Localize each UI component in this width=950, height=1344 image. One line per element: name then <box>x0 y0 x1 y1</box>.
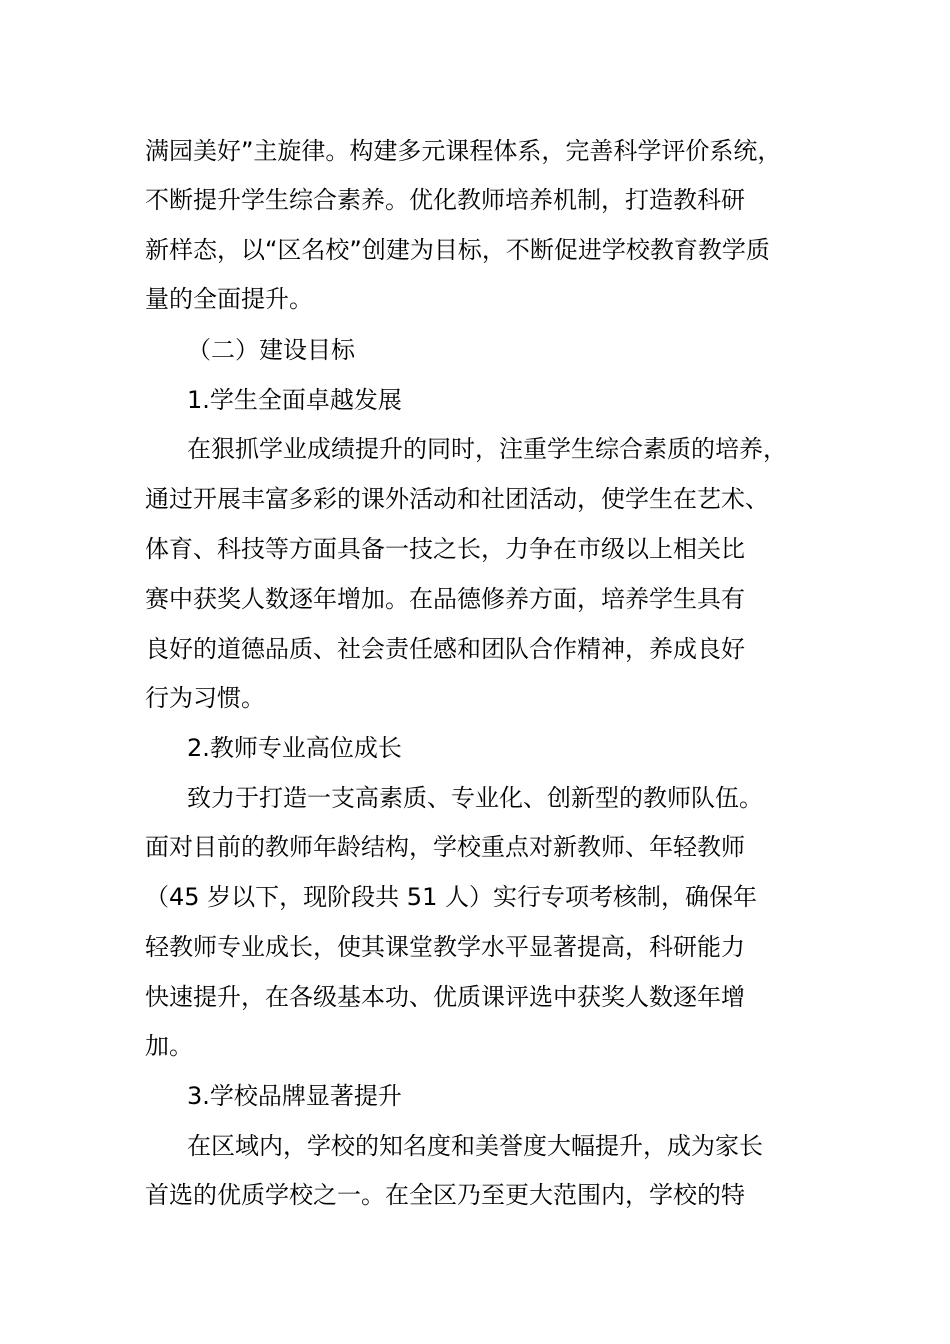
paragraph-line: 快速提升，在各级基本功、优质课评选中获奖人数逐年增 <box>145 983 745 1011</box>
paragraph-line: 不断提升学生综合素养。优化教师培养机制，打造教科研 <box>145 186 745 214</box>
paragraph-line: 新样态，以“区名校”创建为目标，不断促进学校教育教学质 <box>145 236 770 264</box>
paragraph-line: （45 岁以下，现阶段共 51 人）实行专项考核制，确保年 <box>145 883 757 911</box>
paragraph-line: 行为习惯。 <box>145 684 265 712</box>
subsection-heading: 2.教师专业高位成长 <box>187 734 402 762</box>
paragraph-line: 首选的优质学校之一。在全区乃至更大范围内，学校的特 <box>145 1181 745 1209</box>
subsection-heading: 1.学生全面卓越发展 <box>187 386 402 414</box>
paragraph-line: 满园美好”主旋律。构建多元课程体系，完善科学评价系统， <box>145 137 782 165</box>
paragraph-line: 体育、科技等方面具备一技之长，力争在市级以上相关比 <box>145 535 745 563</box>
paragraph-line: 加。 <box>145 1032 193 1060</box>
paragraph-line: 在狠抓学业成绩提升的同时，注重学生综合素质的培养， <box>187 435 787 463</box>
paragraph-line: 在区域内，学校的知名度和美誉度大幅提升，成为家长 <box>187 1132 763 1160</box>
paragraph-line: 面对目前的教师年龄结构，学校重点对新教师、年轻教师 <box>145 833 745 861</box>
paragraph-line: 致力于打造一支高素质、专业化、创新型的教师队伍。 <box>187 784 763 812</box>
paragraph-line: 通过开展丰富多彩的课外活动和社团活动，使学生在艺术、 <box>145 485 769 513</box>
paragraph-line: 良好的道德品质、社会责任感和团队合作精神，养成良好 <box>145 635 745 663</box>
section-heading: （二）建设目标 <box>187 336 355 364</box>
subsection-heading: 3.学校品牌显著提升 <box>187 1082 402 1110</box>
paragraph-line: 轻教师专业成长，使其课堂教学水平显著提高，科研能力 <box>145 933 745 961</box>
paragraph-line: 赛中获奖人数逐年增加。在品德修养方面，培养学生具有 <box>145 585 745 613</box>
paragraph-line: 量的全面提升。 <box>145 285 313 313</box>
